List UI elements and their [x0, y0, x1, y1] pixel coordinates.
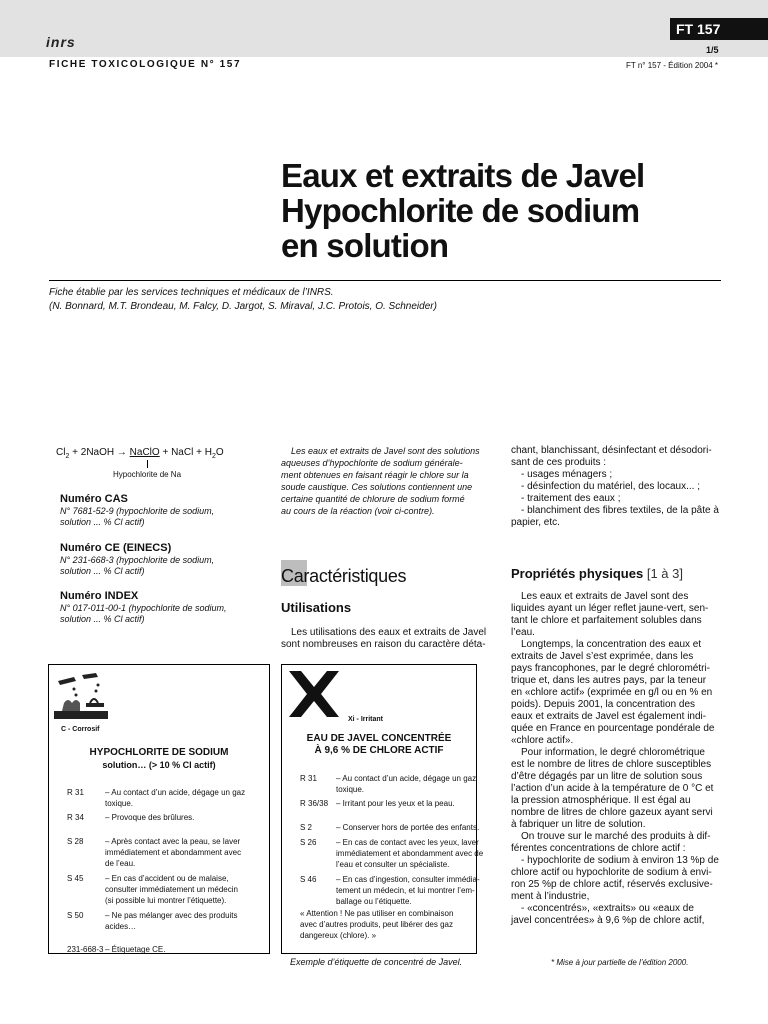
label-right-title-line-2: À 9,6 % DE CHLORE ACTIF	[314, 745, 444, 756]
phrase-text: – Au contact d’un acide, dégage un gaz	[336, 774, 477, 783]
phrase-code: R 31	[67, 788, 84, 797]
properties-line: en «chlore actif» (exprimée en g/l ou en % en	[511, 687, 713, 698]
properties-line: nombre de litres de chlore gazeux ayant servi	[511, 807, 713, 818]
intro-line: certaine quantité de chlorure de sodium formé	[281, 494, 465, 504]
page-number: 1/5	[706, 45, 719, 55]
phrase-text: de l’eau.	[105, 859, 136, 868]
phrase-text: toxique.	[336, 785, 365, 794]
properties-line: extraits de Javel s’est exprimée, dans les	[511, 651, 694, 662]
edition-info: FT n° 157 - Édition 2004 *	[626, 61, 718, 70]
authors	[49, 286, 729, 314]
utilisations-list-item: - blanchiment des fibres textiles, de la pâte à	[521, 505, 719, 516]
label-caption: Exemple d’étiquette de concentré de Javel.	[290, 957, 463, 967]
ce-label: Numéro CE (EINECS)	[60, 542, 172, 554]
intro-line: aqueuses d’hypochlorite de sodium générale-	[281, 458, 463, 468]
phrase-text: (si possible lui montrer l’étiquette).	[105, 896, 227, 905]
properties-line: pays francophones, par le degré chlorométri-	[511, 663, 710, 674]
properties-line: l’eau.	[511, 627, 535, 638]
index-value: N° 017-011-00-1 (hypochlorite de sodium,	[60, 603, 227, 613]
utilisations-list	[511, 445, 721, 529]
intro-line: soude caustique. Ces solutions contiennent une	[281, 482, 473, 492]
phrase-code: S 45	[67, 874, 84, 883]
intro-line: Les eaux et extraits de Javel sont des solutions	[291, 446, 480, 456]
properties-title	[511, 566, 683, 581]
properties-line: Les eaux et extraits de Javel sont des	[521, 591, 689, 602]
irritant-icon	[285, 667, 343, 721]
authors-line-2: (N. Bonnard, M.T. Brondeau, M. Falcy, D. Jargot, S. Miraval, J.C. Protois, O. Schneider)	[49, 301, 437, 312]
properties-line: - «concentrés», «extraits» ou «eaux de	[521, 903, 694, 914]
phrase-text: acides…	[105, 922, 137, 931]
properties-line: l’action d’un acide à la température de 0 °C et	[511, 783, 714, 794]
attention-warning: avec d’autres produits, peut libérer des gaz	[300, 920, 453, 929]
label-javel	[281, 664, 484, 954]
properties-line: chlore actif ou hypochlorite de sodium à envi-	[511, 867, 712, 878]
equation-caption: Hypochlorite de Na	[113, 470, 182, 479]
ce-value-2: solution ... % Cl actif)	[60, 566, 145, 576]
title-line-3: en solution	[281, 227, 449, 264]
ce-number-block	[60, 541, 214, 577]
label-right-title-line-1: EAU DE JAVEL CONCENTRÉE	[306, 733, 452, 744]
properties-line: férentes concentrations de chlore actif :	[511, 843, 686, 854]
properties-paragraph	[511, 591, 721, 927]
chemical-equation: $Cl_2$ + 2NaOH → NaClO + NaCl + $H_2O$	[56, 447, 224, 460]
cas-value: N° 7681-52-9 (hypochlorite de sodium,	[60, 506, 215, 516]
index-value-2: solution ... % Cl actif)	[60, 614, 145, 624]
label-right-title	[282, 733, 476, 757]
phrase-code: 231-668-3	[67, 945, 104, 954]
phrase-code: S 28	[67, 837, 84, 846]
header-band	[0, 0, 768, 57]
fiche-label: FICHE TOXICOLOGIQUE N° 157	[49, 59, 242, 70]
phrase-text: – Provoque des brûlures.	[105, 813, 195, 822]
properties-line: Longtemps, la concentration des eaux et	[521, 639, 702, 650]
intro-line: au cours de la réaction (voir ci-contre).	[281, 506, 435, 516]
phrase-code: S 2	[300, 823, 313, 832]
utilisations-list-line: chant, blanchissant, désinfectant et désodori-	[511, 445, 712, 456]
attention-warning: dangereux (chlore). »	[300, 931, 377, 940]
utilisations-line: sont nombreuses en raison du caractère déta-	[281, 639, 486, 650]
properties-line: liquides ayant un léger reflet jaune-vert, sen-	[511, 603, 709, 614]
phrase-text: consulter immédiatement un médecin	[105, 885, 238, 894]
utilisations-list-line: sant de ces produits :	[511, 457, 607, 468]
hazard-code-irritant: Xi - Irritant	[348, 716, 384, 723]
section-title: Caractéristiques	[281, 566, 407, 586]
properties-reference: [1 à 3]	[646, 566, 683, 581]
utilisations-line: Les utilisations des eaux et extraits de Javel	[291, 627, 487, 638]
label-left-title	[49, 747, 269, 771]
properties-line: eaux et extraits de Javel est également indi-	[511, 711, 707, 722]
properties-line: ron 25 %p de chlore actif, réservés exclusive-	[511, 879, 713, 890]
properties-line: ment à l’industrie,	[511, 891, 590, 902]
properties-line: - hypochlorite de sodium à environ 13 %p de	[521, 855, 719, 866]
index-label: Numéro INDEX	[60, 590, 139, 602]
attention-warning: « Attention ! Ne pas utiliser en combinaison	[300, 909, 454, 918]
footnote: * Mise à jour partielle de l’édition 2000.	[551, 958, 689, 967]
index-number-block	[60, 589, 227, 625]
properties-title-text: Propriétés physiques	[511, 566, 644, 581]
phrase-text: l’eau et consulter un spécialiste.	[336, 860, 450, 869]
label-hypochlorite	[48, 664, 270, 954]
utilisations-paragraph	[281, 627, 491, 651]
equation-pointer	[147, 460, 148, 468]
title-line-2: Hypochlorite de sodium	[281, 192, 640, 229]
document-title	[281, 158, 721, 263]
cas-value-2: solution ... % Cl actif)	[60, 517, 145, 527]
phrase-text: ballage ou l’étiquette.	[336, 897, 412, 906]
utilisations-list-item: - usages ménagers ;	[521, 469, 613, 480]
label-left-title-line-1: HYPOCHLORITE DE SODIUM	[89, 747, 229, 758]
cas-number-block	[60, 492, 214, 528]
properties-line: la pression atmosphérique. Il est égal au	[511, 795, 691, 806]
phrase-text: toxique.	[105, 799, 134, 808]
phrase-text: – En cas d’accident ou de malaise,	[105, 874, 229, 883]
properties-line: à fabriquer un litre de solution.	[511, 819, 646, 830]
title-divider	[49, 280, 721, 281]
title-line-1: Eaux et extraits de Javel	[281, 157, 645, 194]
utilisations-list-item: - désinfection du matériel, des locaux... ;	[521, 481, 700, 492]
cas-label: Numéro CAS	[60, 493, 128, 505]
phrase-code: R 31	[300, 774, 317, 783]
properties-line: est le nombre de litres de chlore susceptibles	[511, 759, 712, 770]
phrase-text: immédiatement et abondamment avec de	[336, 849, 484, 858]
properties-line: «chlore actif».	[511, 735, 574, 746]
properties-line: poids). Depuis 2001, la concentration des	[511, 699, 696, 710]
phrase-text: – Conserver hors de portée des enfants.	[336, 823, 480, 832]
phrase-text: – Étiquetage CE.	[105, 945, 166, 954]
ft-number-badge: FT 157	[670, 18, 768, 40]
properties-line: trique et, dans les autres pays, par la teneur	[511, 675, 707, 686]
phrase-text: – Au contact d’un acide, dégage un gaz	[105, 788, 246, 797]
phrase-text: – Après contact avec la peau, se laver	[105, 837, 241, 846]
phrase-text: immédiatement et abondamment avec	[105, 848, 242, 857]
phrase-text: – En cas d’ingestion, consulter immédia-	[336, 875, 480, 884]
intro-paragraph	[281, 445, 491, 517]
label-left-title-line-2: solution… (> 10 % Cl actif)	[102, 760, 216, 770]
phrase-text: – En cas de contact avec les yeux, laver	[336, 838, 479, 847]
phrase-code: S 46	[300, 875, 317, 884]
ce-value: N° 231-668-3 (hypochlorite de sodium,	[60, 555, 215, 565]
phrase-code: S 26	[300, 838, 317, 847]
phrase-code: R 36/38	[300, 799, 329, 808]
corrosive-icon	[52, 667, 110, 721]
authors-line-1: Fiche établie par les services techniques et médicaux de l’INRS.	[49, 287, 334, 298]
inrs-logo: inrs	[46, 34, 76, 50]
intro-line: ment obtenues en faisant réagir le chlore sur la	[281, 470, 469, 480]
utilisations-list-line: papier, etc.	[511, 517, 560, 528]
properties-line: javel concentrées» à 9,6 %p de chlore actif,	[511, 915, 705, 926]
properties-line: On trouve sur le marché des produits à dif-	[521, 831, 711, 842]
utilisations-list-item: - traitement des eaux ;	[521, 493, 621, 504]
hazard-code-corrosive: C - Corrosif	[61, 726, 100, 733]
properties-line: quée en France en pourcentage pondérale de	[511, 723, 715, 734]
phrase-text: – Irritant pour les yeux et la peau.	[336, 799, 455, 808]
phrase-text: – Ne pas mélanger avec des produits	[105, 911, 238, 920]
properties-line: Pour information, le degré chlorométrique	[521, 747, 705, 758]
properties-line: tant le chlore et parfaitement solubles dans	[511, 615, 702, 626]
subsection-title: Utilisations	[281, 600, 352, 615]
phrase-text: tement un médecin, et lui montrer l’em-	[336, 886, 475, 895]
phrase-code: S 50	[67, 911, 84, 920]
properties-line: d’être dégagés par un litre de solution sous	[511, 771, 703, 782]
phrase-code: R 34	[67, 813, 84, 822]
